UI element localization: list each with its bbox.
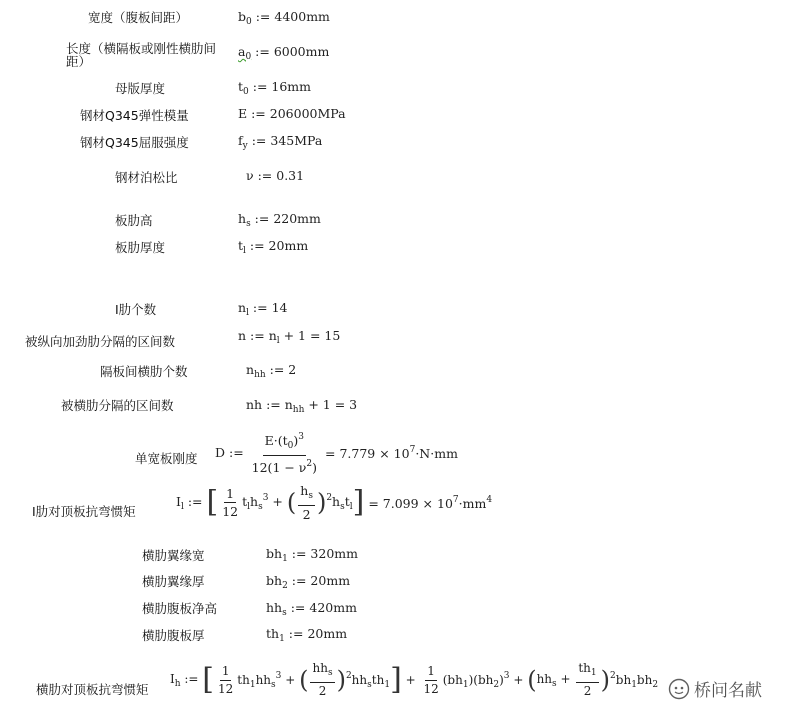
eq-a0: $a_0$ := 6000mm [238, 44, 330, 62]
label-web-thickness: 横肋腹板厚 [142, 628, 205, 643]
label-rib-height: 板肋高 [115, 213, 153, 228]
label-web-clear-height: 横肋腹板净高 [142, 601, 218, 616]
eq-t0: $t_0$ := 16mm [238, 79, 312, 97]
eq-th1: $th_1$ := 20mm [266, 626, 348, 644]
eq-Ih: $I_h$ := [ $\frac{1}{12}$ $th_1hh_s^3$ + ( $\frac{hh_s}{2}$ )$^2hh_sth_1$] + $\frac{1}{12}$ $(bh_1)(bh_2)^3 + (hh_s$ + $\frac{th_1}{2}$ )$^2bh_1bh_2$ [170, 661, 659, 698]
eq-nu: ν := 0.31 [246, 168, 305, 183]
label-yield-strength: 钢材Q345屈服强度 [80, 135, 189, 150]
watermark [668, 676, 762, 701]
watermark-text: 桥问名献 [694, 681, 762, 701]
eq-hs: $h_s$ := 220mm [238, 211, 321, 229]
label-web-spacing: 宽度（腹板间距） [88, 10, 189, 25]
eq-D: D := $\frac{E\cdot(t_0)^3}{12(1 - \nu^2)}$ = $7.779 \times 10^7\cdot N\cdot mm$ [215, 432, 458, 475]
eq-nl: $n_l$ := 14 [238, 300, 288, 318]
eq-E: E := 206000MPa [238, 106, 346, 121]
label-plate-stiffness: 单宽板刚度 [135, 451, 198, 466]
eq-I1: $I_l$ := [ $\frac{1}{12}$ $t_lh_s^3$ + ( $\frac{h_s}{2}$ )$^2h_st_l] = 7.099 \times 10^7\cdot mm^4$ [176, 483, 493, 522]
eq-fy: $f_y$ := 345MPa [238, 133, 323, 151]
label-poisson: 钢材泊松比 [115, 170, 178, 185]
eq-tl: $t_l$ := 20mm [238, 238, 309, 256]
label-transverse-intervals: 被横肋分隔的区间数 [61, 398, 174, 413]
label-rib-inertia: I肋对顶板抗弯惯矩 [32, 504, 136, 519]
eq-b0: $b_0$ := 4400mm [238, 9, 330, 27]
label-length: 长度（横隔板或刚性横肋间距） [66, 41, 217, 69]
eq-hhs: $hh_s$ := 420mm [266, 600, 357, 618]
label-rib-count: I肋个数 [115, 302, 157, 317]
eq-n: n := $n_l + 1 = 15$ [238, 328, 341, 346]
label-transverse-rib-inertia: 横肋对顶板抗弯惯矩 [36, 682, 149, 697]
fraction-D: $\frac{E\cdot(t_0)^3}{12(1 - \nu^2)}$ [251, 432, 318, 475]
eq-nhh: $n_{hh}$ := 2 [246, 362, 297, 380]
label-flange-thickness: 横肋翼缘厚 [142, 574, 205, 589]
eq-bh2: $bh_2$ := 20mm [266, 573, 351, 591]
label-plate-thickness: 母版厚度 [115, 81, 166, 96]
label-longitudinal-intervals: 被纵向加劲肋分隔的区间数 [25, 334, 176, 349]
eq-nh: nh := $n_{hh} + 1 = 3$ [246, 397, 358, 415]
wechat-logo-icon [668, 678, 690, 700]
eq-bh1: $bh_1$ := 320mm [266, 546, 358, 564]
label-flange-width: 横肋翼缘宽 [142, 548, 205, 563]
label-elastic-modulus: 钢材Q345弹性模量 [80, 108, 189, 123]
label-transverse-rib-count: 隔板间横肋个数 [100, 364, 188, 379]
label-rib-thickness: 板肋厚度 [115, 240, 166, 255]
